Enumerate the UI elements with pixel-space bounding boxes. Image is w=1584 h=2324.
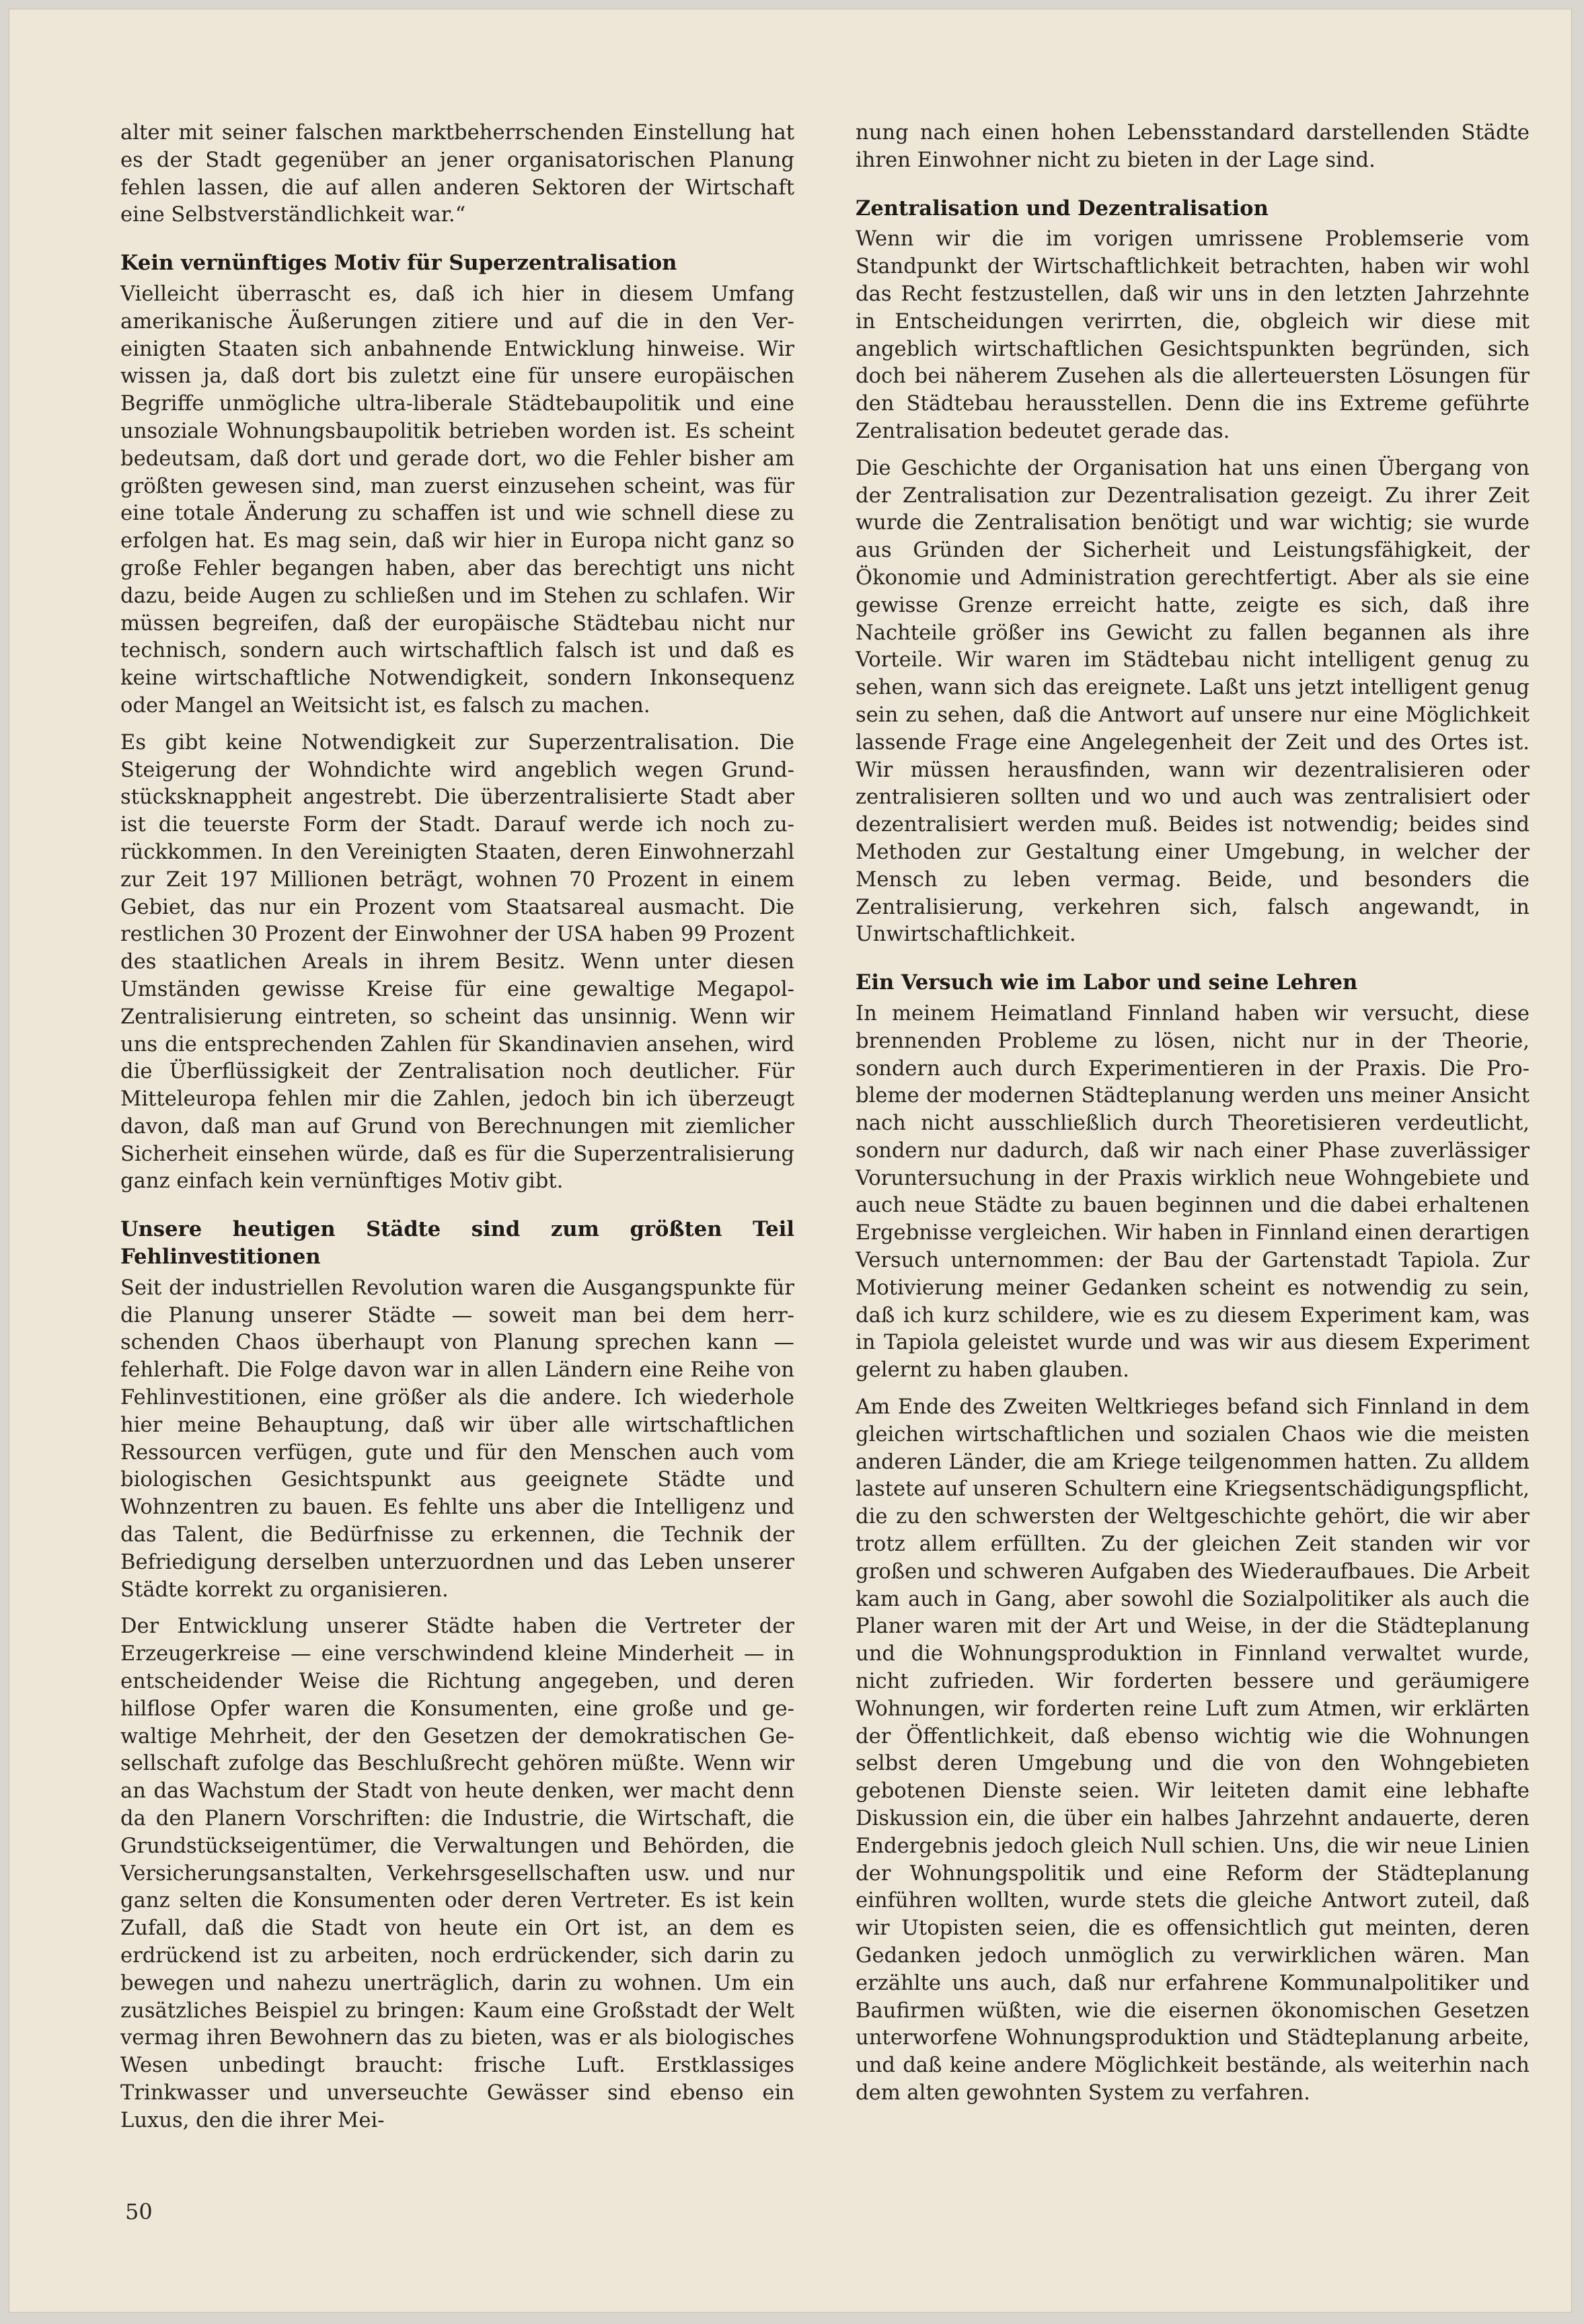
magazine-page [9,9,1571,2312]
section-heading: Unsere heutigen Städte sind zum größten Teil Fehlinvestitionen [120,1217,794,1270]
paragraph: In meinem Heimatland Finnland haben wir versucht, diese brennenden Probleme zu lösen, nicht nur in der Theorie, sondern auch durch Experimentieren in der Praxis. Die Probleme der modernen Städteplanung werden uns meiner Ansicht nach nicht ausschließlich durch Theoretisieren verdeutlicht, sondern nur dadurch, daß wir nach einer Phase zuverlässiger Voruntersuchung in der Praxis wirklich neue Wohngebiete und auch neue Städte zu bauen beginnen und die dabei erhaltenen Ergebnisse vergleichen. Wir haben in Finnland einen derartigen Versuch unternommen: der Bau der Gartenstadt Tapiola. Zur Motivierung meiner Gedanken scheint es notwendig zu sein, daß ich kurz schildere, wie es zu diesem Experiment kam, was in Tapiola geleistet wurde und was wir aus diesem Experiment gelernt zu haben glauben. [856,1001,1530,1383]
section-heading: Kein vernünftiges Motiv für Superzentralisation [120,251,677,276]
paragraph: Der Entwicklung unserer Städte haben die Vertreter der Erzeugerkreise — eine verschwindend kleine Minderheit — in entscheidender Weise die Richtung angegeben, und deren hilflose Opfer waren die Konsumenten, eine große und gewaltige Mehrheit, der den Gesetzen der demokratischen Gesellschaft zufolge das Beschlußrecht gehören müßte. Wenn wir an das Wachstum der Stadt von heute denken, wer macht denn da den Planern Vorschriften: die Industrie, die Wirtschaft, die Grundstückseigentümer, die Verwaltungen und Behörden, die Versicherungsanstalten, Verkehrsgesellschaften usw. und nur ganz selten die Konsumenten oder deren Vertreter. Es ist kein Zufall, daß die Stadt von heute ein Ort ist, an dem es erdrückend ist zu arbeiten, noch erdrückender, sich darin zu bewegen und nahezu unerträglich, darin zu wohnen. Um ein zusätzliches Beispiel zu bringen: Kaum eine Großstadt der Welt vermag ihren Bewohnern das zu bieten, was er als biologisches Wesen unbedingt braucht: frische Luft. Erstklassiges Trinkwasser und unverseuchte Gewässer sind ebenso ein Luxus, den die ihrer Mei- [120,1615,794,2132]
right-column [856,120,1530,2117]
section-heading: Ein Versuch wie im Labor und seine Lehren [856,970,1358,995]
paragraph: Am Ende des Zweiten Weltkrieges befand sich Finnland in dem gleichen wirtschaftlichen und sozialen Chaos wie die meisten anderen Länder, die am Kriege teilgenommen hatten. Zu alldem lastete auf unseren Schultern eine Kriegsentschädigungspflicht, die zu den schwersten der Weltgeschichte gehört, die wir aber trotz allem erfüllten. Zu der gleichen Zeit standen wir vor großen und schweren Aufgaben des Wiederaufbaues. Die Arbeit kam auch in Gang, aber sowohl die Sozialpolitiker als auch die Planer waren mit der Art und Weise, in der die Städteplanung und die Wohnungsproduktion in Finnland verwaltet wurde, nicht zufrieden. Wir forderten bessere und geräumigere Wohnungen, wir forderten reine Luft zum Atmen, wir erklärten der Öffentlichkeit, daß ebenso wichtig wie die Wohnungen selbst deren Umgebung und die von den Wohngebieten gebotenen Dienste seien. Wir leiteten damit eine lebhafte Diskussion ein, die über ein halbes Jahrzehnt andauerte, deren Endergebnis jedoch gleich Null schien. Uns, die wir neue Linien der Wohnungspolitik und eine Reform der Städteplanung einführen wollten, wurde stets die gleiche Antwort zuteil, daß wir Utopisten seien, die es offensichtlich gut meinten, deren Gedanken jedoch unmöglich zu verwirklichen wären. Man erzählte uns auch, daß nur erfahrene Kommunalpolitiker und Baufirmen wüßten, wie die eisernen ökonomischen Gesetzen unterworfene Wohnungsproduktion und Städteplanung arbeite, und daß keine andere Möglichkeit bestände, als weiterhin nach dem alten gewohnten System zu verfahren. [856,1395,1530,2105]
paragraph: Die Geschichte der Organisation hat uns einen Übergang von der Zentralisation zur Dezentralisation gezeigt. Zu ihrer Zeit wurde die Zentralisation benötigt und war wichtig; sie wurde aus Gründen der Sicherheit und Leistungsfähigkeit, der Ökonomie und Administration gerechtfertigt. Aber als sie eine gewisse Grenze erreicht hatte, zeigte es sich, daß ihre Nachteile größer ins Gewicht zu fallen begannen als ihre Vorteile. Wir waren im Städtebau nicht intelligent genug zu sehen, wann sich das ereignete. Laßt uns jetzt intelligent genug sein zu sehen, daß die Antwort auf unsere nur eine Möglichkeit lassende Frage eine Angelegenheit der Zeit und des Ortes ist. Wir müssen herausfinden, wann wir dezentralisieren oder zentralisieren sollten und wo und auch was zentralisiert oder dezentralisiert werden muß. Beides ist notwendig; beides sind Methoden zur Gestaltung einer Umgebung, in welcher der Mensch zu leben vermag. Beide, und besonders die Zentralisierung, verkehren sich, falsch angewandt, in Unwirtschaftlichkeit. [856,456,1530,947]
left-column [120,120,794,2144]
page-number: 50 [125,2199,153,2224]
paragraph: Wenn wir die im vorigen umrissene Problemserie vom Standpunkt der Wirtschaftlichkeit betrachten, haben wir wohl das Recht festzustellen, daß wir uns in den letzten Jahrzehnte in Entscheidungen verirrten, die, obgleich wir diese mit angeblich wirtschaftlichen Gesichtspunkten begründen, sich doch bei näherem Zusehen als die allerteuersten Lösungen für den Städtebau herausstellen. Denn die ins Extreme geführte Zentralisation bedeutet gerade das. [856,227,1530,443]
section-heading: Zentralisation und Dezentralisation [856,196,1269,221]
paragraph: nung nach einen hohen Lebensstandard darstellenden Städte ihren Einwohner nicht zu bieten in der Lage sind. [856,121,1530,172]
paragraph: alter mit seiner falschen marktbeherrschenden Einstellung hat es der Stadt gegenüber an jener organisatorischen Planung fehlen lassen, die auf allen anderen Sektoren der Wirtschaft eine Selbstverständlichkeit war.“ [120,121,794,227]
paragraph: Es gibt keine Notwendigkeit zur Superzentralisation. Die Steigerung der Wohndichte wird angeblich wegen Grundstücksknappheit angestrebt. Die überzentralisierte Stadt aber ist die teuerste Form der Stadt. Darauf werde ich noch zurückkommen. In den Vereinigten Staaten, deren Einwohnerzahl zur Zeit 197 Millionen beträgt, wohnen 70 Prozent in einem Gebiet, das nur ein Prozent vom Staatsareal ausmacht. Die restlichen 30 Prozent der Einwohner der USA haben 99 Prozent des staatlichen Areals in ihrem Besitz. Wenn unter diesen Umständen gewisse Kreise für eine gewaltige Megapol-Zentralisierung eintreten, so scheint das unsinnig. Wenn wir uns die entsprechenden Zahlen für Skandinavien ansehen, wird die Überflüssigkeit der Zentralisation noch deutlicher. Für Mitteleuropa fehlen mir die Zahlen, jedoch bin ich überzeugt davon, daß man auf Grund von Berechnungen mit ziemlicher Sicherheit einsehen würde, daß es für die Superzentralisierung ganz einfach kein vernünftiges Motiv gibt. [120,730,794,1194]
paragraph: Vielleicht überrascht es, daß ich hier in diesem Umfang amerikanische Äußerungen zitiere und auf die in den Vereinigten Staaten sich anbahnende Entwicklung hinweise. Wir wissen ja, daß dort bis zuletzt eine für unsere europäischen Begriffe unmögliche ultra-liberale Städtebaupolitik und eine unsoziale Wohnungsbaupolitik betrieben worden ist. Es scheint bedeutsam, daß dort und gerade dort, wo die Fehler bisher am größten gewesen sind, man zuerst einzusehen scheint, was für eine totale Änderung zu schaffen ist und wie schnell diese zu erfolgen hat. Es mag sein, daß wir hier in Europa nicht ganz so große Fehler begangen haben, aber das berechtigt uns nicht dazu, beide Augen zu schließen und im Stehen zu schlafen. Wir müssen begreifen, daß der europäische Städtebau nicht nur technisch, sondern auch wirtschaftlich falsch ist und daß es keine wirtschaftliche Notwendigkeit, sondern Inkonsequenz oder Mangel an Weitsicht ist, es falsch zu machen. [120,282,794,718]
paragraph: Seit der industriellen Revolution waren die Ausgangspunkte für die Planung unserer Städte — soweit man bei dem herrschenden Chaos überhaupt von Planung sprechen kann — fehlerhaft. Die Folge davon war in allen Ländern eine Reihe von Fehlinvestitionen, eine größer als die andere. Ich wiederhole hier meine Behauptung, daß wir über alle wirtschaftlichen Ressourcen verfügen, gute und für den Menschen auch vom biologischen Gesichtspunkt aus geeignete Städte und Wohnzentren zu bauen. Es fehlte uns aber die Intelligenz und das Talent, die Bedürfnisse zu erkennen, die Technik der Befriedigung derselben unterzuordnen und das Leben unserer Städte korrekt zu organisieren. [120,1276,794,1602]
